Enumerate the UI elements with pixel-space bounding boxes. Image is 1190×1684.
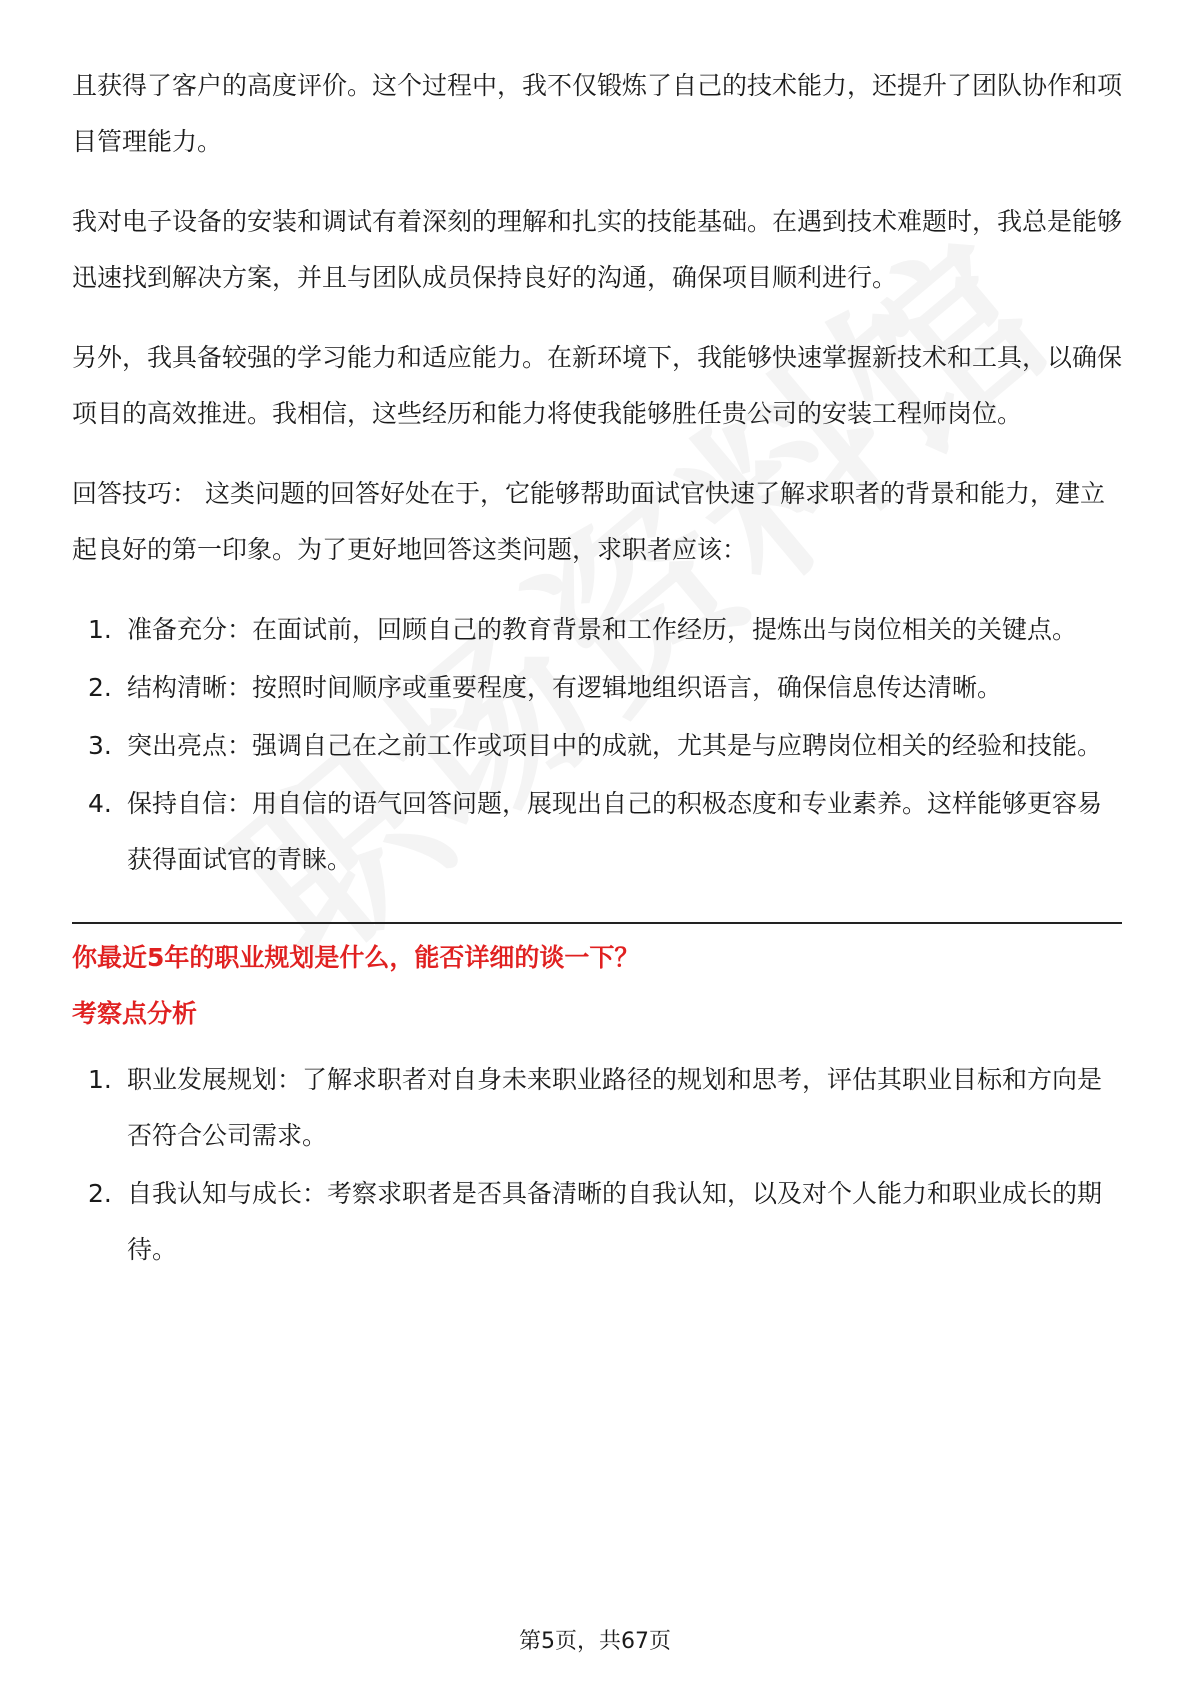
list-number: 1. (88, 615, 112, 644)
list-item (72, 1052, 1122, 1164)
list-number: 4. (88, 789, 112, 818)
analysis-list (72, 1052, 1122, 1278)
page-footer: 第5页，共67页 (519, 1629, 671, 1654)
paragraph-3: 另外，我具备较强的学习能力和适应能力。在新环境下，我能够快速掌握新技术和工具，以确保项目的高效推进。我相信，这些经历和能力将使我能够胜任贵公司的安装工程师岗位。 (72, 343, 1123, 428)
paragraph-1: 且获得了客户的高度评价。这个过程中，我不仅锻炼了自己的技术能力，还提升了团队协作和项目管理能力。 (72, 71, 1123, 156)
list-text: 自我认知与成长：考察求职者是否具备清晰的自我认知，以及对个人能力和职业成长的期待。 (127, 1179, 1103, 1264)
list-text: 突出亮点：强调自己在之前工作或项目中的成就，尤其是与应聘岗位相关的经验和技能。 (127, 731, 1103, 760)
section-divider (72, 922, 1122, 924)
list-item (72, 1166, 1122, 1278)
list-item (72, 718, 1122, 774)
list-number: 3. (88, 731, 112, 760)
list-number: 2. (88, 673, 112, 702)
answer-tips-intro: 回答技巧： 这类问题的回答好处在于，它能够帮助面试官快速了解求职者的背景和能力，建立起良好的第一印象。为了更好地回答这类问题，求职者应该： (72, 479, 1105, 564)
list-text: 准备充分：在面试前，回顾自己的教育背景和工作经历，提炼出与岗位相关的关键点。 (127, 615, 1078, 644)
question-heading: 你最近5年的职业规划是什么，能否详细的谈一下？ (72, 943, 640, 972)
document-body (72, 58, 1122, 1312)
list-item (72, 602, 1122, 658)
list-number: 2. (88, 1179, 112, 1208)
list-item (72, 660, 1122, 716)
section-title: 考察点分析 (72, 999, 198, 1028)
list-number: 1. (88, 1065, 112, 1094)
list-item (72, 776, 1122, 888)
list-text: 保持自信：用自信的语气回答问题，展现出自己的积极态度和专业素养。这样能够更容易获得面试官的青睐。 (127, 789, 1103, 874)
tips-list (72, 602, 1122, 888)
list-text: 结构清晰：按照时间顺序或重要程度，有逻辑地组织语言，确保信息传达清晰。 (127, 673, 1003, 702)
paragraph-2: 我对电子设备的安装和调试有着深刻的理解和扎实的技能基础。在遇到技术难题时，我总是能够迅速找到解决方案，并且与团队成员保持良好的沟通，确保项目顺利进行。 (72, 207, 1123, 292)
list-text: 职业发展规划：了解求职者对自身未来职业路径的规划和思考，评估其职业目标和方向是否符合公司需求。 (127, 1065, 1103, 1150)
